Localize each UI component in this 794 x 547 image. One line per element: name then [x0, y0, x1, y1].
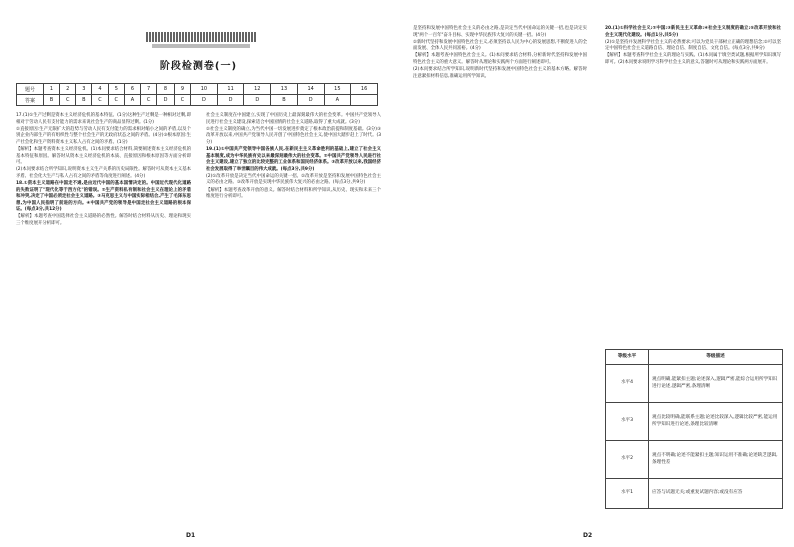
- paragraph: 18.①资本主义道路在中国走不通,是由近代中国的基本国情决定的。中国近代现代化道路的失败证明了"现代化等于西方化"的错误。②生产资料私有制和社会主义在理论上的矛盾和冲突,决定了中国必须走社会主义道路。③马克思主义与中国实际相结合,产生了毛泽东思想,为中国人民指明了前进的方向。④中国共产党的领导是中国走社会主义道路的根本保证。(每点3分,共12分): [16, 180, 191, 213]
- paragraph: 【解析】本题考查科学社会主义的理论与实践。(1)本问属于填空类试题,根据所学知识填写即可。(2)本问要求说明学习科学社会主义的意义,答题时可从理论和实践两方面展开。: [605, 53, 781, 65]
- level-row: [606, 441, 783, 479]
- question-number-cell: 5: [108, 84, 124, 95]
- question-number-cell: 11: [217, 84, 244, 95]
- answer-table: [16, 83, 378, 106]
- paragraph: 社会主义制度在中国建立,实现了中国历史上最深刻最伟大的社会变革。中国共产党领导人民进行社会主义建设,探索适合中国国情的社会主义道路,取得了重大成就。(3分): [206, 113, 381, 125]
- page-title: 阶段检测卷(一): [159, 61, 238, 72]
- answer-cell: C: [60, 95, 76, 106]
- answer-cell: C: [174, 95, 190, 106]
- answer-cell: B: [271, 95, 298, 106]
- paragraph: (2)本问要求结合所学知识,说明资本主义生产关系的历史局限性。解答时可从资本主义基本矛盾、社会化大生产与私人占有之间的矛盾等角度进行阐述。(4分): [16, 167, 191, 179]
- question-number-cell: 7: [140, 84, 156, 95]
- level-row: [606, 403, 783, 441]
- left-column-text: [16, 113, 191, 523]
- desc-cell: 应答与试题无关;或重复试题内容;或没有应答: [649, 479, 783, 509]
- paragraph: (2)①改革开放是决定当代中国命运的关键一招。②改革开放是坚持和发展中国特色社会主义的必由之路。③改革开放是实现中华民族伟大复兴的必由之路。(每点3分,共9分): [206, 173, 381, 186]
- page-number: D2: [583, 532, 593, 539]
- answer-cell: B: [44, 95, 60, 106]
- question-number-cell: 16: [351, 84, 378, 95]
- header-stamp-image: [146, 32, 256, 42]
- paragraph: 【解析】本题考查中国特色社会主义。(1)本问要求结合材料,分析新时代坚持和发展中国特色社会主义的重大意义。解答时从理论和实践两个方面进行阐述即可。: [413, 53, 587, 65]
- answer-cell: [351, 95, 378, 106]
- right-column-text: [605, 26, 781, 342]
- paragraph: 19.(1)①中国共产党领导中国各族人民,在新民主主义革命胜利的基础上,建立了社会主义基本制度,成为中华民族有史以来最深刻最伟大的社会变革。②中国共产党领导人民进行社会主义建设,建立了独立的比较完整的工业体系和国民经济体系。③改革开放以来,我国经济社会发展取得了举世瞩目的伟大成就。(每点3分,共9分): [206, 146, 381, 172]
- question-number-cell: 2: [60, 84, 76, 95]
- question-number-cell: 6: [124, 84, 140, 95]
- page-number: D1: [186, 532, 196, 539]
- level-cell: 水平1: [606, 479, 649, 509]
- question-number-cell: 13: [271, 84, 298, 95]
- paragraph: ②社会主义制度的确立,为当代中国一切发展进步奠定了根本政治前提和制度基础。(3分)③改革开放以来,中国共产党领导人民开创了中国特色社会主义,使中国大踏步赶上了时代。(3分): [206, 126, 381, 145]
- answer-cell: D: [191, 95, 218, 106]
- question-number-cell: 15: [324, 84, 351, 95]
- paragraph: 【解析】本题考查中国选择社会主义道路的必然性。解答时结合材料从历史、理论和现实三个维度展开分析即可。: [16, 214, 191, 226]
- number-row-label: 题号: [17, 84, 44, 95]
- header-stamp-subline: [152, 44, 250, 48]
- level-table-header: [606, 350, 783, 365]
- answer-cell: D: [217, 95, 244, 106]
- paragraph: (2)本问要求结合所学知识,说明新时代坚持和发展中国特色社会主义的基本方略。解答时注意紧扣材料信息,准确运用所学知识。: [413, 67, 587, 79]
- desc-header-cell: 等级描述: [649, 350, 783, 365]
- level-header-cell: 等级水平: [606, 350, 649, 365]
- paragraph: ②直接原因:生产无限扩大的趋势与劳动人民有支付能力的需求相对缩小之间的矛盾,以及个别企业内部生产的有组织性与整个社会生产的无政府状态之间的矛盾。(4分)③根本原因:生产社会化和生产资料资本主义私人占有之间的矛盾。(1分): [16, 126, 191, 145]
- question-number-cell: 4: [92, 84, 108, 95]
- answer-cell: D: [157, 95, 175, 106]
- level-row: [606, 365, 783, 403]
- answer-cell: A: [324, 95, 351, 106]
- level-cell: 水平3: [606, 403, 649, 441]
- answer-cell: C: [108, 95, 124, 106]
- question-number-cell: 8: [157, 84, 175, 95]
- answer-cell: C: [140, 95, 156, 106]
- answer-cell: D: [244, 95, 271, 106]
- question-number-cell: 10: [191, 84, 218, 95]
- desc-cell: 观点明确,能紧扣主题;论述深入,逻辑严密,能综合运用所学知识进行论述,逻辑严密,条理清晰: [649, 365, 783, 403]
- right-column-text: [206, 113, 381, 523]
- desc-cell: 观点比较明确,能联系主题;论述比较深入,逻辑比较严密,能运用所学知识进行论述,条理比较清晰: [649, 403, 783, 441]
- left-column-text: [413, 26, 587, 521]
- paragraph: 17.(1)①生产过剩是资本主义经济危机的基本特征。(1分)这种生产过剩是一种相对过剩,即相对于劳动人民有支付能力的需求来说社会生产的商品显得过剩。(1分): [16, 113, 191, 125]
- paragraph: (2)①是坚持并发展科学社会主义的必然要求;可以为党员干部树立正确的理想信念;②可以坚定中国特色社会主义道路自信、理论自信、制度自信、文化自信。(每点3分,共9分): [605, 39, 781, 52]
- question-number-cell: 14: [297, 84, 324, 95]
- answer-cell: A: [124, 95, 140, 106]
- level-cell: 水平4: [606, 365, 649, 403]
- paragraph: 是坚持和发展中国特色社会主义的必由之路,是决定当代中国命运的关键一招,也是决定实现"两个一百年"奋斗目标、实现中华民族伟大复兴的关键一招。(4分): [413, 26, 587, 38]
- answer-cell: B: [76, 95, 92, 106]
- paragraph: ②新时代坚持和发展中国特色社会主义,必须坚持以人民为中心的发展思想,不断促进人的全面发展、全体人民共同富裕。(4分): [413, 39, 587, 52]
- level-row: [606, 479, 783, 509]
- answer-cell: D: [297, 95, 324, 106]
- paragraph: 【解析】本题考查资本主义经济危机。(1)本问要求结合材料,简要阐述资本主义经济危机的基本特征和原因。解答时从资本主义经济危机的本质、直接原因和根本原因等方面分析即可。: [16, 146, 191, 166]
- answer-table-number-row: [17, 84, 378, 95]
- question-number-cell: 1: [44, 84, 60, 95]
- answer-cell: C: [92, 95, 108, 106]
- question-number-cell: 9: [174, 84, 190, 95]
- grading-level-table: [605, 349, 783, 509]
- question-number-cell: 12: [244, 84, 271, 95]
- answer-table-answer-row: [17, 95, 378, 106]
- level-cell: 水平2: [606, 441, 649, 479]
- answer-row-label: 答案: [17, 95, 44, 106]
- desc-cell: 观点不明确;论述不能紧扣主题;知识运用不准确;论述缺乏逻辑,条理性差: [649, 441, 783, 479]
- question-number-cell: 3: [76, 84, 92, 95]
- paragraph: 【解析】本题考查改革开放的意义。解答时结合材料和所学知识,从历史、现实和未来三个维度进行分析即可。: [206, 187, 381, 200]
- paragraph: 20.(1)①科学社会主义:②中国:③新民主主义革命:④社会主义制度的确立:⑤改革开放和社会主义现代化建设。(每点1分,共5分): [605, 26, 781, 38]
